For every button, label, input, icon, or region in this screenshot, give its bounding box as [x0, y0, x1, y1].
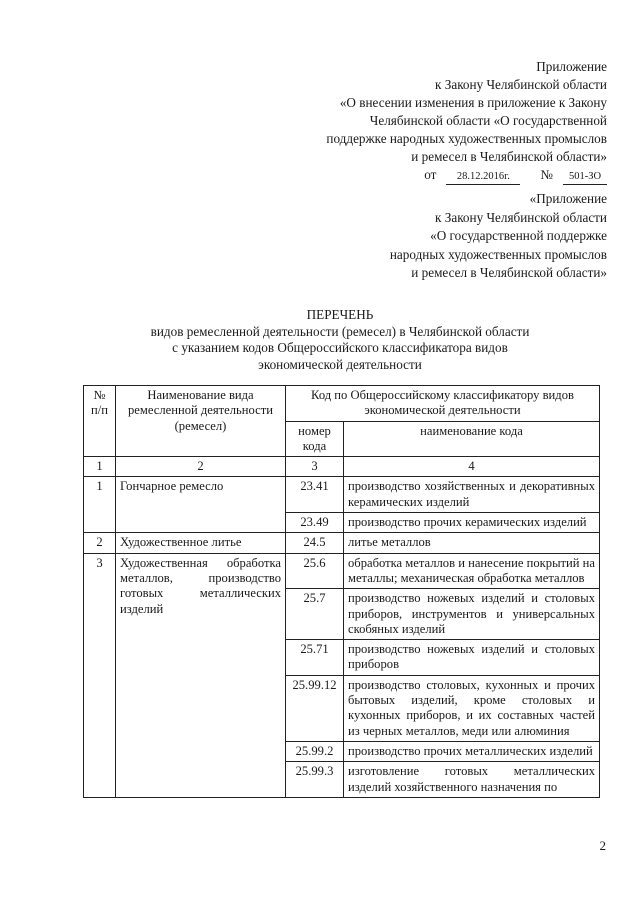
header-line: к Закону Челябинской области: [435, 77, 607, 92]
row-code-name: производство столовых, кухонных и прочих бытовых изделий, кроме столовых и кухонных приборов, и их составных частей из черных металлов, меди или алюминия: [344, 675, 600, 741]
header-num: № п/п: [84, 386, 116, 457]
header-okved: Код по Общероссийскому классификатору видов экономической деятельности: [286, 386, 600, 422]
title-heading: ПЕРЕЧЕНЬ: [306, 307, 374, 322]
row-code-name: обработка металлов и нанесение покрытий на металлы; механическая обработка металлов: [344, 553, 600, 589]
column-number: 4: [344, 457, 600, 477]
annex-line: и ремесел в Челябинской области»: [411, 265, 607, 280]
page-number: 2: [599, 838, 606, 853]
row-code-name: литье металлов: [344, 533, 600, 553]
table-row: [84, 477, 600, 513]
row-code: 23.49: [286, 513, 344, 533]
row-code: 23.41: [286, 477, 344, 513]
row-num: 1: [84, 477, 116, 533]
header-line: поддержке народных художественных промыслов: [326, 131, 607, 146]
title-line: видов ремесленной деятельности (ремесел) в Челябинской области: [150, 323, 530, 339]
row-code: 25.6: [286, 553, 344, 589]
original-annex-header: [247, 190, 607, 283]
law-date: 28.12.2016г.: [446, 170, 520, 185]
date-prefix: от: [424, 167, 437, 182]
law-annex-header: [247, 58, 607, 185]
title-line: с указанием кодов Общероссийского классификатора видов: [172, 340, 508, 355]
header-line: Приложение: [536, 59, 607, 74]
column-number: 1: [84, 457, 116, 477]
table-row: [84, 553, 600, 589]
row-craft-name: Гончарное ремесло: [116, 477, 286, 533]
header-code-name: наименование кода: [344, 421, 600, 457]
column-number-row: [84, 457, 600, 477]
document-title: [60, 307, 620, 373]
header-code-number: номер кода: [286, 421, 344, 457]
annex-line: «О государственной поддержке: [430, 228, 607, 243]
header-line: «О внесении изменения в приложение к Закону: [339, 95, 607, 110]
row-code: 25.99.2: [286, 741, 344, 761]
row-code: 25.71: [286, 640, 344, 676]
crafts-table: [83, 385, 600, 798]
row-num: 2: [84, 533, 116, 553]
row-code-name: производство прочих керамических изделий: [344, 513, 600, 533]
table-header-row: [84, 386, 600, 422]
annex-line: «Приложение: [529, 191, 607, 206]
row-code-name: производство ножевых изделий и столовых приборов: [344, 640, 600, 676]
annex-line: народных художественных промыслов: [389, 246, 607, 262]
row-craft-name: Художественная обработка металлов, производство готовых металлических изделий: [116, 553, 286, 797]
title-line: экономической деятельности: [258, 356, 422, 372]
row-code: 25.7: [286, 589, 344, 640]
header-line: Челябинской области «О государственной: [369, 113, 607, 128]
row-code: 25.99.12: [286, 675, 344, 741]
header-line: и ремесел в Челябинской области»: [411, 149, 607, 164]
annex-line: к Закону Челябинской области: [435, 209, 607, 225]
row-num: 3: [84, 553, 116, 797]
table-row: [84, 533, 600, 553]
date-number-line: [247, 166, 607, 185]
row-code-name: производство ножевых изделий и столовых приборов, инструментов и универсальных скобяных изделий: [344, 589, 600, 640]
law-number: 501-ЗО: [563, 170, 607, 185]
row-craft-name: Художественное литье: [116, 533, 286, 553]
column-number: 3: [286, 457, 344, 477]
column-number: 2: [116, 457, 286, 477]
row-code-name: изготовление готовых металлических изделий хозяйственного назначения по: [344, 762, 600, 798]
header-name: Наименование вида ремесленной деятельности (ремесел): [116, 386, 286, 457]
row-code: 24.5: [286, 533, 344, 553]
row-code: 25.99.3: [286, 762, 344, 798]
row-code-name: производство прочих металлических изделий: [344, 741, 600, 761]
number-prefix: №: [540, 167, 553, 182]
row-code-name: производство хозяйственных и декоративных керамических изделий: [344, 477, 600, 513]
